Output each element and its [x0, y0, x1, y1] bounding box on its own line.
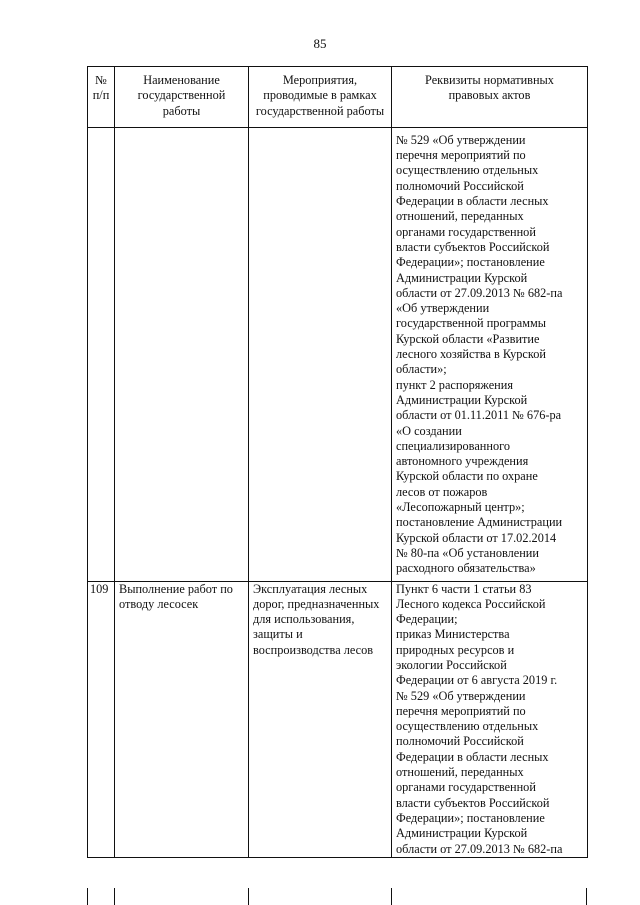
table-border-col2 — [248, 888, 249, 905]
cell-number — [88, 127, 115, 581]
header-work-name: Наименование государственной работы — [115, 67, 249, 128]
table-border-col3 — [391, 888, 392, 905]
cell-activities — [249, 127, 392, 581]
cell-requisites: Пункт 6 части 1 статьи 83 Лесного кодекса Российской Федерации; приказ Министерства природных ресурсов и экологии Российской Федерации от 6 августа 2019 г. № 529 «Об утверждении перечня мероприятий по осуществлению отдельных полномочий Российской Федерации в области лесных отношений, переданных органами государственной власти субъектов Российской Федерации»; постановление Администрации Курской области от 27.09.2013 № 682-па — [392, 581, 588, 857]
table-border-right — [586, 888, 587, 905]
table-row — [88, 127, 588, 581]
regulatory-acts-table — [87, 66, 588, 858]
table-border-col1 — [114, 888, 115, 905]
table-border-left — [87, 888, 88, 905]
cell-requisites: № 529 «Об утверждении перечня мероприятий по осуществлению отдельных полномочий Российской Федерации в области лесных отношений, переданных органами государственной власти субъектов Российской Федерации»; постановление Администрации Курской области от 27.09.2013 № 682-па «Об утверждении государственной программы Курской области «Развитие лесного хозяйства в Курской области»; пункт 2 распоряжения Администрации Курской области от 01.11.2011 № 676-ра «О создании специализированного автономного учреждения Курской области по охране лесов от пожаров «Лесопожарный центр»; постановление Администрации Курской области от 17.02.2014 № 80-па «Об установлении расходного обязательства» — [392, 127, 588, 581]
header-requisites: Реквизиты нормативных правовых актов — [392, 67, 588, 128]
cell-activities: Эксплуатация лесных дорог, предназначенных для использования, защиты и воспроизводства лесов — [249, 581, 392, 857]
page-number: 85 — [313, 36, 327, 51]
page-bottom-edge — [87, 888, 587, 905]
header-number: № п/п — [88, 67, 115, 128]
cell-work-name: Выполнение работ по отводу лесосек — [115, 581, 249, 857]
table-header-row — [88, 67, 588, 128]
cell-work-name — [115, 127, 249, 581]
header-activities: Мероприятия, проводимые в рамках государственной работы — [249, 67, 392, 128]
cell-number: 109 — [88, 581, 115, 857]
table-row — [88, 581, 588, 857]
